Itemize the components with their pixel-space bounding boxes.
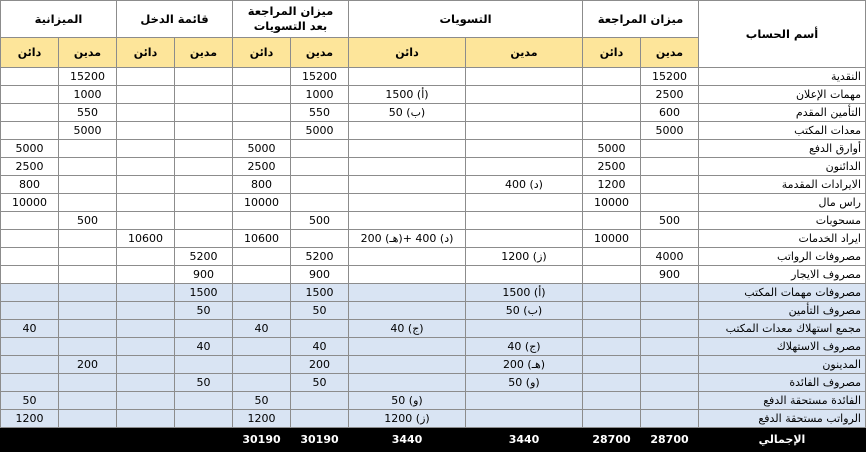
balance-credit-cell (1, 68, 59, 86)
table-row (1, 392, 866, 410)
account-name: الفائدة مستحقة الدفع (699, 392, 866, 410)
trial-debit-cell (641, 230, 699, 248)
trial-debit-header: مدين (641, 38, 699, 68)
adjusted-debit-cell (291, 158, 349, 176)
adjustments-credit-cell: (ب) 50 (349, 104, 466, 122)
balance-debit-cell: 1000 (59, 86, 117, 104)
income-credit-cell (117, 122, 175, 140)
balance-credit-cell (1, 302, 59, 320)
balance-credit-cell: 2500 (1, 158, 59, 176)
income-credit-cell (117, 374, 175, 392)
balance-debit-cell (59, 176, 117, 194)
account-name: مهمات الإعلان (699, 86, 866, 104)
adjustments-debit-cell: 3440 (466, 428, 583, 452)
account-name: مصروف الايجار (699, 266, 866, 284)
adjusted-credit-cell: 10600 (233, 230, 291, 248)
table-row (1, 230, 866, 248)
income-credit-cell (117, 320, 175, 338)
balance-credit-cell (1, 356, 59, 374)
trial-credit-cell (583, 320, 641, 338)
adjusted-debit-cell: 550 (291, 104, 349, 122)
income-credit-cell (117, 302, 175, 320)
adjustments-debit-cell: (ز) 1200 (466, 248, 583, 266)
account-name: الايرادات المقدمة (699, 176, 866, 194)
trial-debit-cell (641, 392, 699, 410)
adjustments-credit-cell: (أ) 1500 (349, 86, 466, 104)
balance-debit-cell: 200 (59, 356, 117, 374)
table-row (1, 212, 866, 230)
header-row-groups (1, 1, 866, 38)
adjusted-credit-cell: 2500 (233, 158, 291, 176)
trial-debit-cell: 5000 (641, 122, 699, 140)
income-debit-cell (175, 176, 233, 194)
income-debit-cell: 40 (175, 338, 233, 356)
table-row (1, 410, 866, 428)
trial-balance-header: ميزان المراجعة (583, 1, 699, 38)
account-name: راس مال (699, 194, 866, 212)
income-debit-cell (175, 410, 233, 428)
balance-debit-cell (59, 158, 117, 176)
adjusted-credit-cell (233, 68, 291, 86)
adjustments-credit-cell (349, 140, 466, 158)
balance-debit-cell (59, 194, 117, 212)
trial-debit-cell: 4000 (641, 248, 699, 266)
adjustments-debit-cell (466, 320, 583, 338)
table-row (1, 302, 866, 320)
income-debit-cell: 50 (175, 374, 233, 392)
income-credit-cell (117, 338, 175, 356)
adjusted-credit-cell (233, 212, 291, 230)
adjusted-debit-cell: 1000 (291, 86, 349, 104)
account-name: التأمين المقدم (699, 104, 866, 122)
adjustments-debit-cell (466, 140, 583, 158)
balance-credit-cell: 40 (1, 320, 59, 338)
income-credit-cell (117, 176, 175, 194)
adjusted-debit-cell (291, 392, 349, 410)
income-credit-cell (117, 140, 175, 158)
balance-debit-cell (59, 392, 117, 410)
adjustments-credit-cell (349, 158, 466, 176)
income-debit-cell (175, 86, 233, 104)
table-row (1, 176, 866, 194)
adjustments-credit-cell: (و) 50 (349, 392, 466, 410)
trial-credit-cell: 2500 (583, 158, 641, 176)
balance-debit-cell (59, 410, 117, 428)
adjustments-debit-cell (466, 212, 583, 230)
adjustments-credit-cell: (ز) 1200 (349, 410, 466, 428)
table-row (1, 140, 866, 158)
income-credit-cell (117, 428, 175, 452)
trial-debit-cell: 2500 (641, 86, 699, 104)
adjustments-debit-cell: (و) 50 (466, 374, 583, 392)
income-statement-header: قائمة الدخل (117, 1, 233, 38)
adjustments-credit-cell (349, 176, 466, 194)
adjusted-credit-cell: 50 (233, 392, 291, 410)
balance-credit-cell: 1200 (1, 410, 59, 428)
trial-debit-cell (641, 302, 699, 320)
trial-credit-cell (583, 356, 641, 374)
trial-debit-cell: 28700 (641, 428, 699, 452)
account-name: مصروفات مهمات المكتب (699, 284, 866, 302)
adjusted-debit-cell (291, 194, 349, 212)
account-name: مصروف الاستهلاك (699, 338, 866, 356)
table-row (1, 86, 866, 104)
account-name: معدات المكتب (699, 122, 866, 140)
adjusted-debit-cell: 50 (291, 302, 349, 320)
account-name: أوارق الدفع (699, 140, 866, 158)
adjustments-credit-cell: (د) 400 +(هـ) 200 (349, 230, 466, 248)
income-debit-cell (175, 104, 233, 122)
adjusted-credit-cell (233, 266, 291, 284)
adjusted-debit-cell: 200 (291, 356, 349, 374)
trial-credit-cell (583, 212, 641, 230)
account-name: ايراد الخدمات (699, 230, 866, 248)
balance-debit-header: مدين (59, 38, 117, 68)
adjustments-debit-cell (466, 158, 583, 176)
table-row (1, 248, 866, 266)
total-row (1, 428, 866, 452)
income-debit-cell (175, 68, 233, 86)
income-credit-cell (117, 104, 175, 122)
trial-debit-cell: 500 (641, 212, 699, 230)
trial-debit-cell (641, 374, 699, 392)
balance-debit-cell (59, 302, 117, 320)
trial-debit-cell (641, 140, 699, 158)
trial-debit-cell (641, 320, 699, 338)
trial-credit-cell (583, 86, 641, 104)
adjustments-debit-header: مدين (466, 38, 583, 68)
adjusted-debit-cell: 5200 (291, 248, 349, 266)
balance-credit-cell: 5000 (1, 140, 59, 158)
adjustments-credit-header: دائن (349, 38, 466, 68)
balance-debit-cell: 550 (59, 104, 117, 122)
adjustments-debit-cell (466, 68, 583, 86)
adjusted-debit-cell: 40 (291, 338, 349, 356)
trial-debit-cell: 900 (641, 266, 699, 284)
adjustments-credit-cell (349, 302, 466, 320)
adjusted-credit-header: دائن (233, 38, 291, 68)
adjusted-credit-cell (233, 248, 291, 266)
income-credit-cell: 10600 (117, 230, 175, 248)
trial-credit-cell: 5000 (583, 140, 641, 158)
trial-debit-cell (641, 158, 699, 176)
trial-credit-cell: 1200 (583, 176, 641, 194)
income-debit-header: مدين (175, 38, 233, 68)
adjusted-credit-cell (233, 122, 291, 140)
balance-debit-cell (59, 374, 117, 392)
account-name: مصروفات الرواتب (699, 248, 866, 266)
income-credit-cell (117, 266, 175, 284)
table-row (1, 158, 866, 176)
adjusted-header-line2: بعد التسويات (253, 19, 328, 33)
trial-debit-cell (641, 338, 699, 356)
adjusted-debit-cell: 900 (291, 266, 349, 284)
table-row (1, 122, 866, 140)
balance-sheet-header: الميزانية (1, 1, 117, 38)
account-name: مصروف التأمين (699, 302, 866, 320)
account-name-header: أسم الحساب (699, 1, 866, 68)
adjusted-credit-cell: 10000 (233, 194, 291, 212)
trial-debit-cell: 600 (641, 104, 699, 122)
balance-debit-cell (59, 140, 117, 158)
trial-credit-cell (583, 248, 641, 266)
income-credit-cell (117, 68, 175, 86)
adjustments-credit-cell (349, 122, 466, 140)
balance-debit-cell (59, 248, 117, 266)
adjustments-credit-cell: (ج) 40 (349, 320, 466, 338)
adjustments-credit-cell (349, 248, 466, 266)
table-row (1, 374, 866, 392)
balance-credit-cell (1, 212, 59, 230)
adjusted-credit-cell (233, 86, 291, 104)
income-debit-cell (175, 122, 233, 140)
adjusted-debit-cell: 50 (291, 374, 349, 392)
adjustments-credit-cell (349, 356, 466, 374)
balance-debit-cell (59, 338, 117, 356)
adjustments-debit-cell: (هـ) 200 (466, 356, 583, 374)
adjustments-credit-cell (349, 284, 466, 302)
trial-credit-cell (583, 302, 641, 320)
trial-credit-header: دائن (583, 38, 641, 68)
balance-debit-cell: 5000 (59, 122, 117, 140)
income-debit-cell (175, 194, 233, 212)
balance-credit-cell (1, 230, 59, 248)
income-credit-cell (117, 194, 175, 212)
table-row (1, 320, 866, 338)
balance-debit-cell: 500 (59, 212, 117, 230)
balance-credit-header: دائن (1, 38, 59, 68)
adjusted-credit-cell: 30190 (233, 428, 291, 452)
table-row (1, 356, 866, 374)
balance-debit-cell (59, 320, 117, 338)
adjusted-debit-cell (291, 410, 349, 428)
income-credit-cell (117, 212, 175, 230)
adjusted-debit-cell (291, 140, 349, 158)
balance-credit-cell (1, 338, 59, 356)
trial-debit-cell (641, 176, 699, 194)
adjusted-trial-balance-header (233, 1, 349, 38)
adjustments-debit-cell (466, 266, 583, 284)
balance-debit-cell (59, 230, 117, 248)
adjustments-debit-cell: (ب) 50 (466, 302, 583, 320)
income-debit-cell (175, 140, 233, 158)
balance-credit-cell: 800 (1, 176, 59, 194)
table-row (1, 68, 866, 86)
adjusted-debit-cell: 500 (291, 212, 349, 230)
adjustments-credit-cell: 3440 (349, 428, 466, 452)
account-name: مسحوبات (699, 212, 866, 230)
income-credit-header: دائن (117, 38, 175, 68)
adjusted-credit-cell (233, 302, 291, 320)
trial-credit-cell (583, 392, 641, 410)
adjustments-credit-cell (349, 266, 466, 284)
adjusted-debit-cell: 15200 (291, 68, 349, 86)
trial-credit-cell (583, 122, 641, 140)
adjustments-debit-cell (466, 410, 583, 428)
adjusted-credit-cell (233, 356, 291, 374)
adjusted-credit-cell: 5000 (233, 140, 291, 158)
adjustments-debit-cell (466, 86, 583, 104)
balance-debit-cell (59, 266, 117, 284)
table-row (1, 284, 866, 302)
balance-debit-cell (59, 428, 117, 452)
account-name: مجمع استهلاك معدات المكتب (699, 320, 866, 338)
balance-credit-cell: 10000 (1, 194, 59, 212)
adjustments-debit-cell (466, 392, 583, 410)
balance-credit-cell (1, 86, 59, 104)
income-credit-cell (117, 284, 175, 302)
adjusted-credit-cell: 800 (233, 176, 291, 194)
balance-debit-cell: 15200 (59, 68, 117, 86)
adjusted-debit-cell: 1500 (291, 284, 349, 302)
table-row (1, 104, 866, 122)
adjustments-credit-cell (349, 338, 466, 356)
adjusted-debit-cell (291, 320, 349, 338)
income-credit-cell (117, 392, 175, 410)
adjustments-debit-cell (466, 104, 583, 122)
adjusted-credit-cell: 1200 (233, 410, 291, 428)
balance-credit-cell (1, 248, 59, 266)
trial-credit-cell: 10000 (583, 194, 641, 212)
account-name: المدينون (699, 356, 866, 374)
income-credit-cell (117, 410, 175, 428)
adjusted-debit-cell (291, 176, 349, 194)
account-name: مصروف الفائدة (699, 374, 866, 392)
table-row (1, 194, 866, 212)
income-debit-cell (175, 356, 233, 374)
trial-debit-cell (641, 410, 699, 428)
adjusted-debit-header: مدين (291, 38, 349, 68)
adjustments-header: التسويات (349, 1, 583, 38)
adjustments-credit-cell (349, 374, 466, 392)
trial-credit-cell (583, 374, 641, 392)
trial-debit-cell (641, 356, 699, 374)
adjustments-debit-cell: (د) 400 (466, 176, 583, 194)
adjustments-debit-cell: (أ) 1500 (466, 284, 583, 302)
balance-credit-cell (1, 374, 59, 392)
balance-credit-cell (1, 428, 59, 452)
trial-debit-cell: 15200 (641, 68, 699, 86)
balance-credit-cell (1, 266, 59, 284)
trial-credit-cell (583, 410, 641, 428)
income-debit-cell: 900 (175, 266, 233, 284)
adjusted-credit-cell (233, 374, 291, 392)
adjusted-credit-cell (233, 104, 291, 122)
income-debit-cell (175, 230, 233, 248)
adjustments-debit-cell (466, 194, 583, 212)
income-debit-cell (175, 428, 233, 452)
account-name: الرواتب مستحقة الدفع (699, 410, 866, 428)
table-row (1, 266, 866, 284)
balance-credit-cell (1, 122, 59, 140)
balance-credit-cell (1, 104, 59, 122)
adjusted-debit-cell: 5000 (291, 122, 349, 140)
income-credit-cell (117, 158, 175, 176)
adjustments-credit-cell (349, 194, 466, 212)
income-debit-cell (175, 212, 233, 230)
account-name: الدائنون (699, 158, 866, 176)
adjustments-credit-cell (349, 68, 466, 86)
balance-credit-cell: 50 (1, 392, 59, 410)
income-debit-cell (175, 320, 233, 338)
adjustments-credit-cell (349, 212, 466, 230)
income-debit-cell: 1500 (175, 284, 233, 302)
adjusted-debit-cell: 30190 (291, 428, 349, 452)
account-name: النقدية (699, 68, 866, 86)
adjusted-credit-cell: 40 (233, 320, 291, 338)
income-debit-cell: 50 (175, 302, 233, 320)
trial-credit-cell (583, 68, 641, 86)
trial-credit-cell: 28700 (583, 428, 641, 452)
balance-debit-cell (59, 284, 117, 302)
adjusted-debit-cell (291, 230, 349, 248)
adjusted-credit-cell (233, 338, 291, 356)
table-row (1, 338, 866, 356)
trial-debit-cell (641, 194, 699, 212)
trial-credit-cell: 10000 (583, 230, 641, 248)
income-debit-cell (175, 158, 233, 176)
adjusted-header-line1: ميزان المراجعة (247, 4, 334, 18)
balance-credit-cell (1, 284, 59, 302)
adjusted-credit-cell (233, 284, 291, 302)
trial-credit-cell (583, 266, 641, 284)
trial-credit-cell (583, 338, 641, 356)
income-credit-cell (117, 248, 175, 266)
adjustments-debit-cell (466, 230, 583, 248)
income-debit-cell: 5200 (175, 248, 233, 266)
trial-credit-cell (583, 104, 641, 122)
income-debit-cell (175, 392, 233, 410)
adjustments-debit-cell: (ج) 40 (466, 338, 583, 356)
adjustments-debit-cell (466, 122, 583, 140)
income-credit-cell (117, 356, 175, 374)
income-credit-cell (117, 86, 175, 104)
trial-debit-cell (641, 284, 699, 302)
trial-credit-cell (583, 284, 641, 302)
total-label: الإجمالي (699, 428, 866, 452)
